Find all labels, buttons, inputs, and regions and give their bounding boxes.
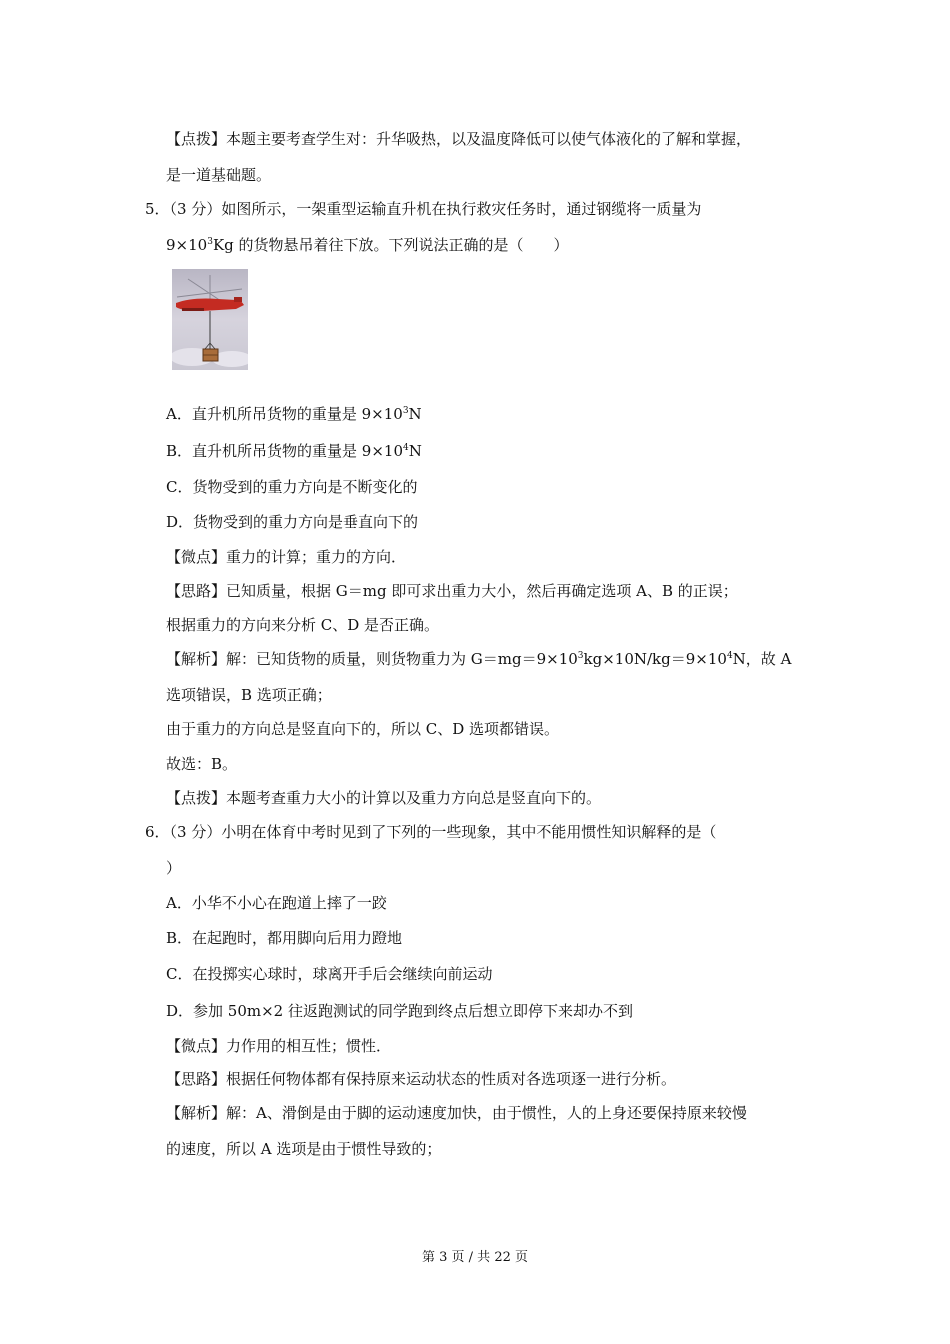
q5-option-d: D．货物受到的重力方向是垂直向下的 [166,513,419,531]
q5-solution-line-2: 选项错误，B 选项正确； [166,686,332,704]
q5-answer: 故选：B。 [166,755,238,773]
q6-stem-line-2: ） [166,859,182,877]
q6-solution-line-1: 【解析】解：A、滑倒是由于脚的运动速度加快，由于惯性，人的上身还要保持原来较慢 [166,1104,747,1122]
q6-solution-line-2: 的速度，所以 A 选项是由于惯性导致的； [166,1140,442,1158]
q5-idea-line-1: 【思路】已知质量，根据 G＝mg 即可求出重力大小，然后再确定选项 A、B 的正误； [166,582,738,600]
q5-option-b: B．直升机所吊货物的重量是 $9\times 10^4N$ [166,442,422,460]
prev-tip-line-2: 是一道基础题。 [166,166,272,184]
q5-option-c: C．货物受到的重力方向是不断变化的 [166,478,418,496]
q6-number: 6． [145,823,170,841]
q6-option-c: C．在投掷实心球时，球离开手后会继续向前运动 [166,965,493,983]
q6-option-a: A．小华不小心在跑道上摔了一跤 [166,894,387,912]
q5-tip: 【点拨】本题考查重力大小的计算以及重力方向总是竖直向下的。 [166,789,602,807]
q5-stem-line-1: 5．（3 分）如图所示，一架重型运输直升机在执行救灾任务时，通过钢缆将一质量为 [145,200,702,218]
q5-point: 【微点】重力的计算；重力的方向． [166,548,407,566]
q5-solution-line-3: 由于重力的方向总是竖直向下的，所以 C、D 选项都错误。 [166,720,560,738]
q5-idea-line-2: 根据重力的方向来分析 C、D 是否正确。 [166,616,440,634]
prev-tip-line-1: 【点拨】本题主要考查学生对：升华吸热，以及温度降低可以使气体液化的了解和掌握， [166,130,752,148]
q6-option-d: D．参加 50m×2 往返跑测试的同学跑到终点后想立即停下来却办不到 [166,1002,633,1020]
q6-idea: 【思路】根据任何物体都有保持原来运动状态的性质对各选项逐一进行分析。 [166,1070,677,1088]
q6-point: 【微点】力作用的相互性；惯性． [166,1037,392,1055]
page-footer: 第 3 页 / 共 22 页 [422,1250,528,1265]
q6-stem-line-1: 6．（3 分）小明在体育中考时见到了下列的一些现象，其中不能用惯性知识解释的是（ [145,823,717,841]
q5-number: 5． [145,200,170,218]
q5-solution-line-1: 【解析】解：已知货物的质量，则货物重力为 $G=mg=9\times 10^3kg\times 10N/kg=9\times 10^4N$，故 A [166,650,792,668]
q5-option-a: A．直升机所吊货物的重量是 $9\times 10^3N$ [166,405,422,423]
q6-option-b: B．在起跑时，都用脚向后用力蹬地 [166,929,403,947]
helicopter-figure [172,269,248,370]
q5-stem-line-2: $9\times 10^3Kg$ 的货物悬吊着往下放。下列说法正确的是（ ） [166,236,569,254]
